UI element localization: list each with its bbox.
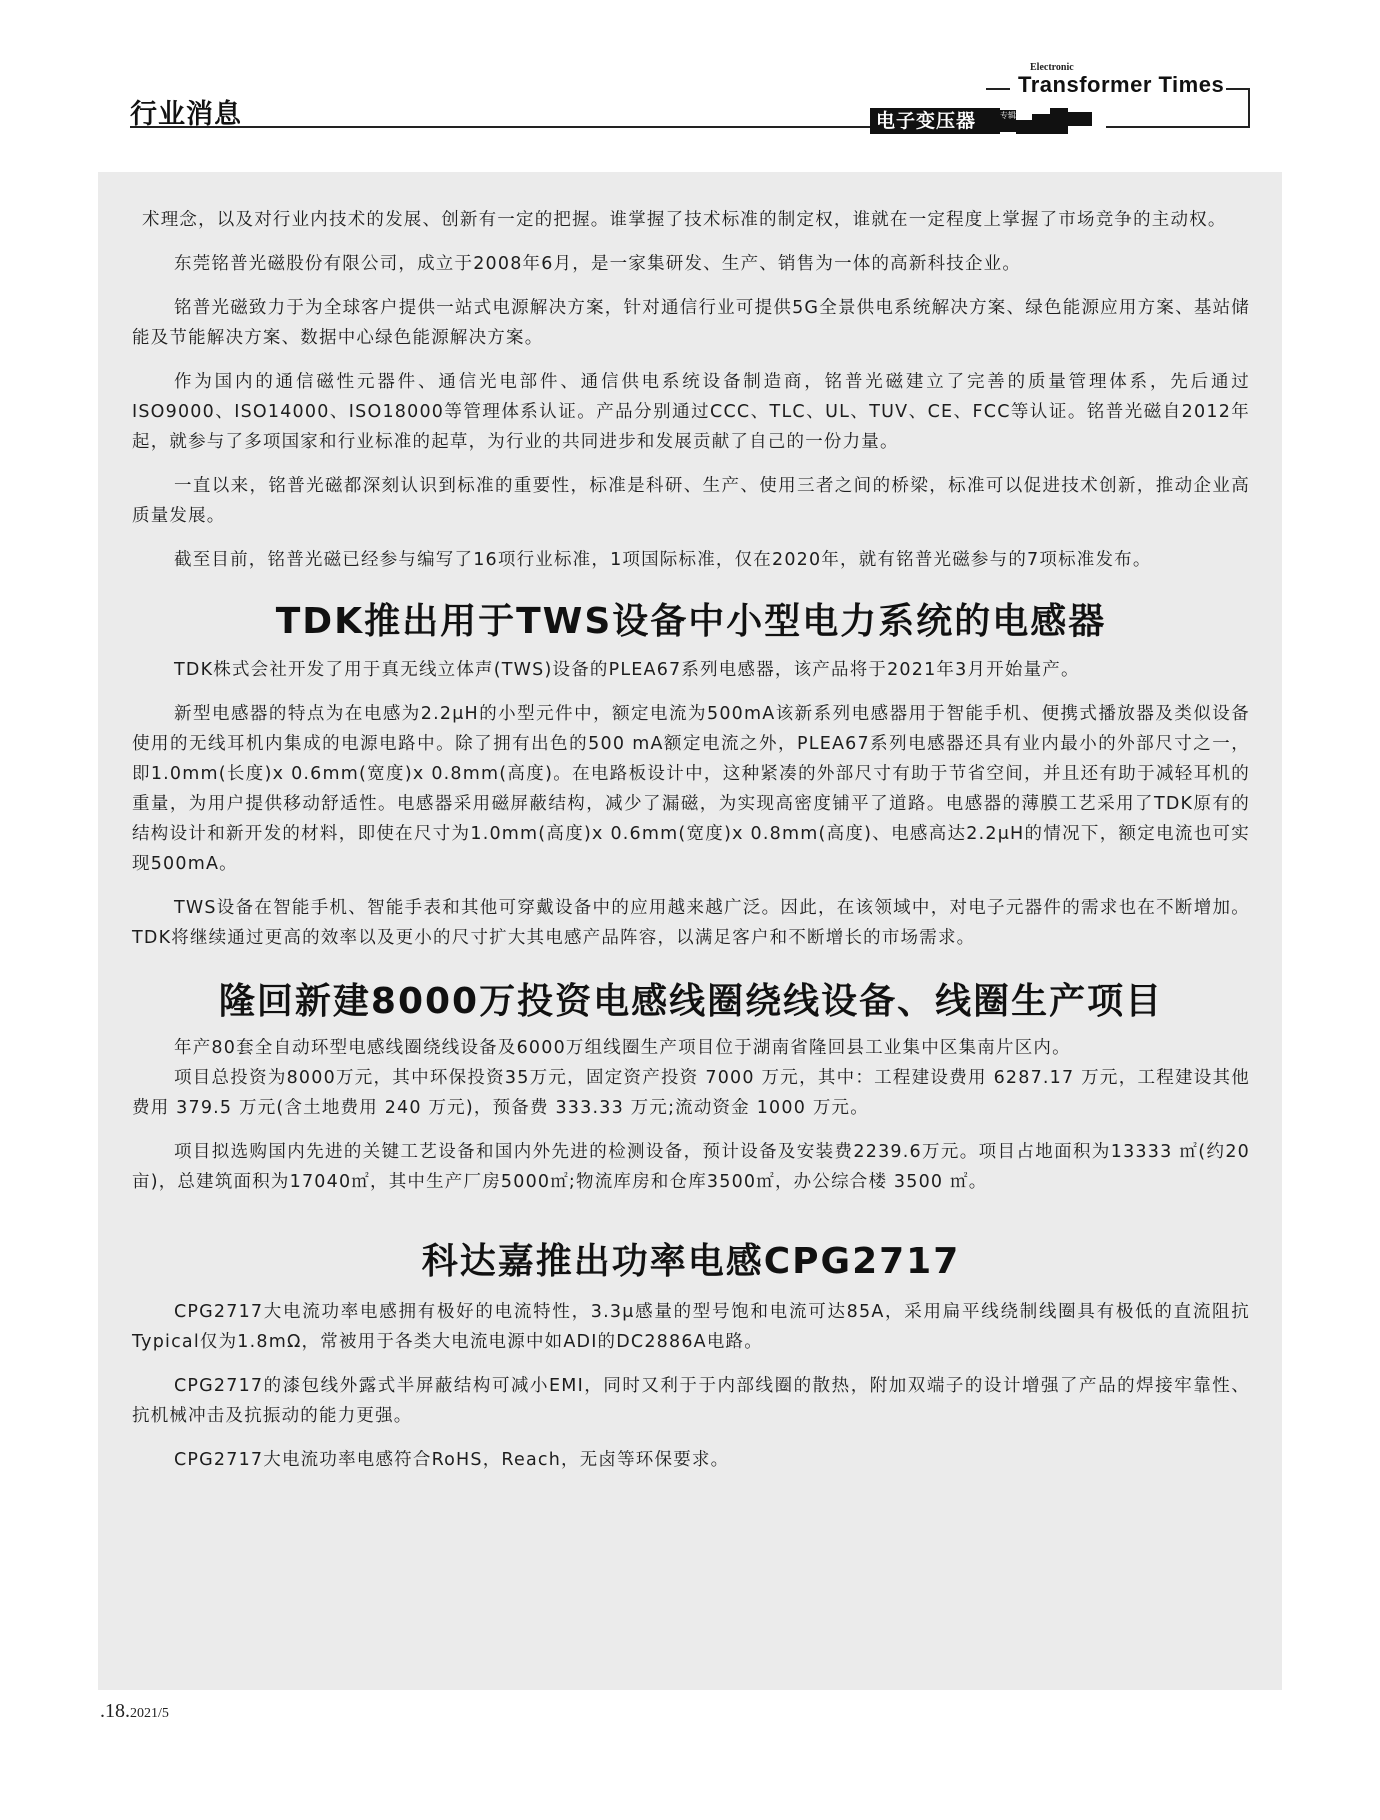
logo-stair-2 [1032, 114, 1050, 134]
masthead-rule-left [986, 88, 1010, 90]
logo-stair-1 [1016, 120, 1032, 134]
logo-stair-3 [1050, 108, 1068, 134]
masthead-title: Transformer Times [1018, 72, 1225, 97]
longhui-paragraph-1: 年产80套全自动环型电感线圈绕线设备及6000万组线圈生产项目位于湖南省隆回县工业集中区集南片区内。 [174, 1038, 1071, 1058]
longhui-paragraph-2: 项目总投资为8000万元，其中环保投资35万元，固定资产投资 7000 万元，其中：工程建设费用 6287.17 万元，工程建设其他费用 379.5 万元(含土地费用 240 万元)，预备费 333.33 万元;流动资金 1000 万元。 [132, 1068, 1250, 1118]
longhui-paragraph-3: 项目拟选购国内先进的关键工艺设备和国内外先进的检测设备，预计设备及安装费2239.6万元。项目占地面积为13333 ㎡(约20 亩)，总建筑面积为17040㎡，其中生产厂房5000㎡;物流库房和仓库3500㎡，办公综合楼 3500 ㎡。 [132, 1142, 1250, 1192]
intro-paragraph-2: 东莞铭普光磁股份有限公司，成立于2008年6月，是一家集研发、生产、销售为一体的高新科技企业。 [174, 254, 1022, 274]
magazine-logo: 电子变压器 [870, 108, 1000, 134]
codaca-paragraph-1: CPG2717大电流功率电感拥有极好的电流特性，3.3μ感量的型号饱和电流可达85A，采用扁平线绕制线圈具有极低的直流阻抗Typical仅为1.8mΩ，常被用于各类大电流电源中如ADI的DC2886A电路。 [132, 1302, 1250, 1352]
tdk-article-title: TDK推出用于TWS设备中小型电力系统的电感器 [275, 601, 1107, 642]
page-footer [100, 1700, 169, 1723]
issue-date: 2021/5 [130, 1706, 169, 1721]
masthead-rule-vertical [1248, 88, 1250, 126]
tdk-paragraph-2: 新型电感器的特点为在电感为2.2μH的小型元件中，额定电流为500mA该新系列电感器用于智能手机、便携式播放器及类似设备使用的无线耳机内集成的电源电路中。除了拥有出色的500 mA额定电流之外，PLEA67系列电感器还具有业内最小的外部尺寸之一，即1.0mm(长度)x 0.6mm(宽度)x 0.8mm(高度)。在电路板设计中，这种紧凑的外部尺寸有助于节省空间，并且还有助于减轻耳机的重量，为用户提供移动舒适性。电感器采用磁屏蔽结构，减少了漏磁，为实现高密度铺平了道路。电感器的薄膜工艺采用了TDK原有的结构设计和新开发的材料，即使在尺寸为1.0mm(高度)x 0.6mm(宽度)x 0.8mm(高度)、电感高达2.2μH的情况下，额定电流也可实现500mA。 [132, 704, 1250, 874]
longhui-article-title: 隆回新建8000万投资电感线圈绕线设备、线圈生产项目 [218, 981, 1164, 1022]
intro-paragraph-4: 作为国内的通信磁性元器件、通信光电部件、通信供电系统设备制造商，铭普光磁建立了完善的质量管理体系，先后通过ISO9000、ISO14000、ISO18000等管理体系认证。产品分别通过CCC、TLC、UL、TUV、CE、FCC等认证。铭普光磁自2012年起，就参与了多项国家和行业标准的起草，为行业的共同进步和发展贡献了自己的一份力量。 [132, 372, 1250, 452]
tdk-paragraph-3: TWS设备在智能手机、智能手表和其他可穿戴设备中的应用越来越广泛。因此，在该领域中，对电子元器件的需求也在不断增加。TDK将继续通过更高的效率以及更小的尺寸扩大其电感产品阵容，以满足客户和不断增长的市场需求。 [132, 898, 1250, 948]
masthead-sup: Electronic [1030, 62, 1074, 73]
intro-paragraph-3: 铭普光磁致力于为全球客户提供一站式电源解决方案，针对通信行业可提供5G全景供电系统解决方案、绿色能源应用方案、基站储能及节能解决方案、数据中心绿色能源解决方案。 [132, 298, 1250, 348]
article-content [132, 205, 1250, 1489]
codaca-article-title: 科达嘉推出功率电感CPG2717 [421, 1241, 961, 1282]
codaca-paragraph-2: CPG2717的漆包线外露式半屏蔽结构可减小EMI，同时又利于于内部线圈的散热，附加双端子的设计增强了产品的焊接牢靠性、抗机械冲击及抗振动的能力更强。 [132, 1376, 1250, 1426]
section-title: 行业消息 [130, 99, 242, 130]
logo-stair-4 [1068, 112, 1092, 126]
intro-paragraph-5: 一直以来，铭普光磁都深刻认识到标准的重要性，标准是科研、生产、使用三者之间的桥梁，标准可以促进技术创新，推动企业高质量发展。 [132, 476, 1250, 526]
header-rule [130, 126, 870, 128]
masthead-rule-right [1226, 88, 1248, 90]
intro-paragraph-6: 截至目前，铭普光磁已经参与编写了16项行业标准，1项国际标准，仅在2020年，就有铭普光磁参与的7项标准发布。 [174, 550, 1152, 570]
codaca-paragraph-3: CPG2717大电流功率电感符合RoHS，Reach，无卤等环保要求。 [174, 1450, 730, 1470]
masthead-rule-bottom [1106, 126, 1250, 128]
intro-paragraph-1: 术理念，以及对行业内技术的发展、创新有一定的把握。谁掌握了技术标准的制定权，谁就在一定程度上掌握了市场竞争的主动权。 [142, 210, 1227, 230]
tdk-paragraph-1: TDK株式会社开发了用于真无线立体声(TWS)设备的PLEA67系列电感器，该产品将于2021年3月开始量产。 [174, 660, 1080, 680]
page-number: .18. [100, 1700, 130, 1722]
logo-badge: 专辑 [1000, 110, 1016, 132]
